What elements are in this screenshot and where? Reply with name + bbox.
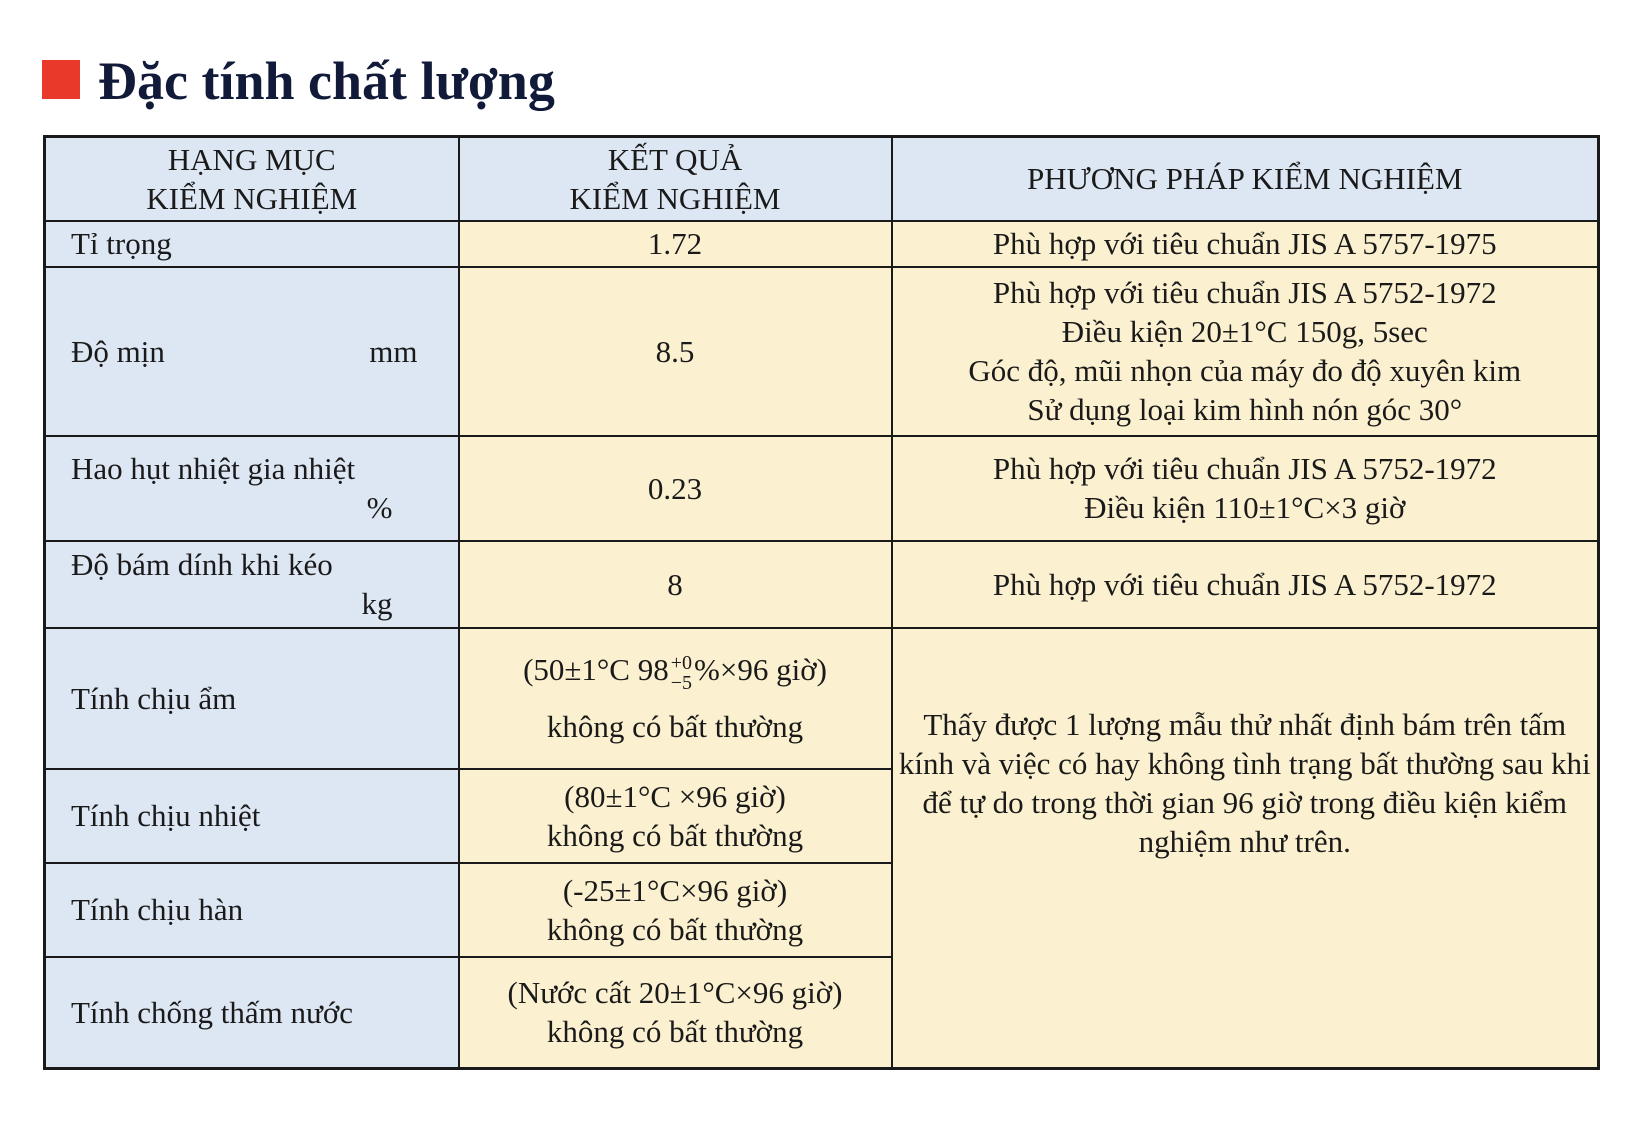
condition-text: (50±1°C 98 xyxy=(523,652,669,688)
shared-method: Thấy được 1 lượng mẫu thử nhất định bám trên tấm kính và việc có hay không tình trạng bất thường sau khi để tự do trong thời gian 96 giờ trong điều kiện kiểm nghiệm như trên. xyxy=(892,628,1599,1069)
header-method: PHƯƠNG PHÁP KIỂM NGHIỆM xyxy=(892,137,1599,221)
method-line: Phù hợp với tiêu chuẩn JIS A 5752-1972 xyxy=(992,275,1497,310)
result-condition: (Nước cất 20±1°C×96 giờ) xyxy=(507,975,843,1011)
item-unit: % xyxy=(366,490,393,525)
table-row xyxy=(45,221,1599,267)
table-row xyxy=(45,541,1599,628)
method-line: Điều kiện 110±1°C×3 giờ xyxy=(1084,490,1406,525)
row-result: 8.5 xyxy=(459,267,892,436)
row-method xyxy=(892,541,1599,628)
row-method xyxy=(892,267,1599,436)
item-unit: kg xyxy=(361,586,393,621)
row-item: Tính chống thấm nước xyxy=(45,957,459,1069)
row-item: Tỉ trọng xyxy=(45,221,459,267)
item-unit: mm xyxy=(369,333,418,369)
result-text: không có bất thường xyxy=(546,911,804,947)
method-line: Phù hợp với tiêu chuẩn JIS A 5757-1975 xyxy=(992,226,1497,261)
method-line: Phù hợp với tiêu chuẩn JIS A 5752-1972 xyxy=(992,566,1497,602)
row-item xyxy=(45,541,459,628)
header-item-line2: KIỂM NGHIỆM xyxy=(146,180,358,216)
row-result xyxy=(459,957,892,1069)
row-result: 1.72 xyxy=(459,221,892,267)
method-line: Điều kiện 20±1°C 150g, 5sec xyxy=(1061,314,1428,349)
row-item: Tính chịu nhiệt xyxy=(45,769,459,863)
result-condition xyxy=(470,650,881,693)
method-line: Phù hợp với tiêu chuẩn JIS A 5752-1972 xyxy=(992,451,1497,486)
result-condition: (-25±1°C×96 giờ) xyxy=(562,872,788,908)
row-result: 0.23 xyxy=(459,436,892,541)
row-item: Tính chịu ẩm xyxy=(45,628,459,769)
tolerance-lower: −5 xyxy=(670,671,693,694)
row-item xyxy=(45,436,459,541)
method-line: Góc độ, mũi nhọn của máy đo độ xuyên kim xyxy=(968,353,1522,388)
row-result xyxy=(459,628,892,769)
table-header-row xyxy=(45,137,1599,221)
page-title: Đặc tính chất lượng xyxy=(98,51,555,111)
item-label: Hao hụt nhiệt gia nhiệt xyxy=(71,451,356,486)
row-method xyxy=(892,221,1599,267)
header-result xyxy=(459,137,892,221)
result-text: không có bất thường xyxy=(546,708,804,744)
header-item xyxy=(45,137,459,221)
table-row xyxy=(45,267,1599,436)
quality-table xyxy=(43,135,1600,1070)
table-row xyxy=(45,628,1599,769)
method-line: Sử dụng loại kim hình nón góc 30° xyxy=(1027,392,1463,427)
row-result: 8 xyxy=(459,541,892,628)
row-result xyxy=(459,863,892,957)
row-method xyxy=(892,436,1599,541)
item-label: Độ bám dính khi kéo xyxy=(71,547,333,582)
title-marker-icon xyxy=(42,60,80,99)
header-item-line1: HẠNG MỤC xyxy=(167,141,336,177)
item-label: Độ mịn xyxy=(71,333,165,369)
row-item: Tính chịu hàn xyxy=(45,863,459,957)
table-row xyxy=(45,436,1599,541)
result-text: không có bất thường xyxy=(546,1014,804,1050)
row-item xyxy=(45,267,459,436)
condition-text: %×96 giờ) xyxy=(694,652,827,688)
header-result-line1: KẾT QUẢ xyxy=(607,141,743,177)
header-result-line2: KIỂM NGHIỆM xyxy=(569,180,781,216)
row-result xyxy=(459,769,892,863)
tolerance-upper: +0 xyxy=(670,651,693,674)
result-condition: (80±1°C ×96 giờ) xyxy=(564,778,786,814)
result-text: không có bất thường xyxy=(546,817,804,853)
tolerance xyxy=(671,653,692,693)
